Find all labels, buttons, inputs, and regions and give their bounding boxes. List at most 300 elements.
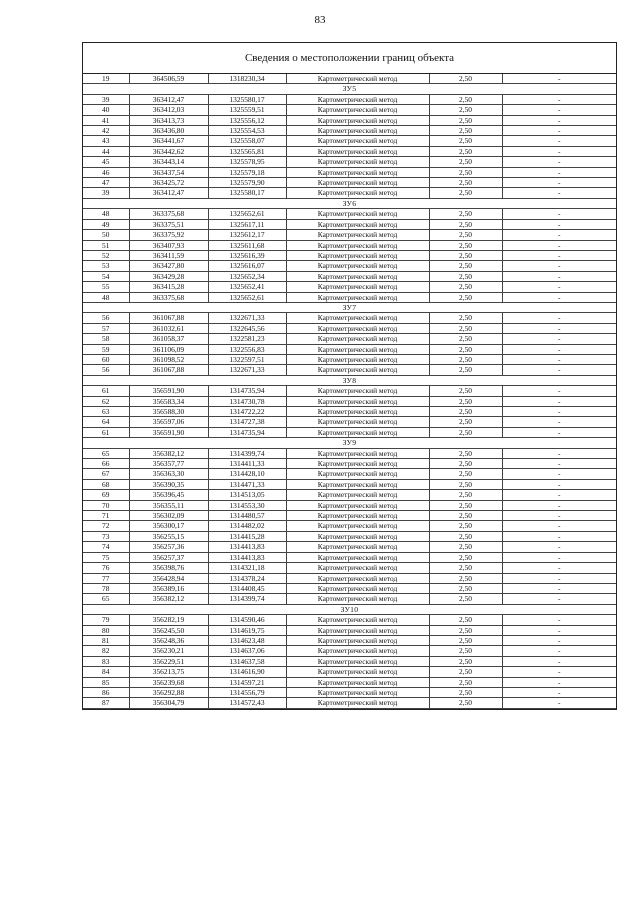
accuracy-cell: 2,50 — [429, 157, 502, 167]
method-cell: Картометрический метод — [286, 635, 429, 645]
method-cell: Картометрический метод — [286, 698, 429, 708]
point-number-cell: 56 — [83, 313, 129, 323]
method-cell: Картометрический метод — [286, 365, 429, 375]
x-coordinate-cell: 356302,09 — [129, 511, 208, 521]
table-row — [83, 396, 616, 406]
x-coordinate-cell: 363441,67 — [129, 136, 208, 146]
method-cell: Картометрический метод — [286, 230, 429, 240]
y-coordinate-cell: 1314722,22 — [208, 407, 286, 417]
accuracy-cell: 2,50 — [429, 656, 502, 666]
point-number-cell: 49 — [83, 219, 129, 229]
x-coordinate-cell: 356428,94 — [129, 573, 208, 583]
table-row — [83, 563, 616, 573]
method-cell: Картометрический метод — [286, 282, 429, 292]
method-cell: Картометрический метод — [286, 136, 429, 146]
accuracy-cell: 2,50 — [429, 646, 502, 656]
x-coordinate-cell: 356257,36 — [129, 542, 208, 552]
table-row — [83, 323, 616, 333]
accuracy-cell: 2,50 — [429, 521, 502, 531]
description-cell: - — [502, 573, 616, 583]
table-row — [83, 594, 616, 604]
accuracy-cell: 2,50 — [429, 573, 502, 583]
description-cell: - — [502, 126, 616, 136]
boundary-table — [82, 42, 617, 710]
point-number-cell: 50 — [83, 230, 129, 240]
x-coordinate-cell: 363427,80 — [129, 261, 208, 271]
method-cell: Картометрический метод — [286, 656, 429, 666]
point-number-cell: 65 — [83, 448, 129, 458]
method-cell: Картометрический метод — [286, 261, 429, 271]
point-number-cell: 40 — [83, 105, 129, 115]
accuracy-cell: 2,50 — [429, 282, 502, 292]
accuracy-cell: 2,50 — [429, 178, 502, 188]
x-coordinate-cell: 356255,15 — [129, 531, 208, 541]
description-cell: - — [502, 365, 616, 375]
description-cell: - — [502, 292, 616, 302]
table-row — [83, 115, 616, 125]
group-header-row — [83, 604, 616, 614]
method-cell: Картометрический метод — [286, 386, 429, 396]
table-row — [83, 625, 616, 635]
y-coordinate-cell: 1325652,34 — [208, 271, 286, 281]
description-cell: - — [502, 146, 616, 156]
table-row — [83, 417, 616, 427]
x-coordinate-cell: 356597,06 — [129, 417, 208, 427]
table-row — [83, 126, 616, 136]
accuracy-cell: 2,50 — [429, 407, 502, 417]
method-cell: Картометрический метод — [286, 344, 429, 354]
method-cell: Картометрический метод — [286, 459, 429, 469]
description-cell: - — [502, 500, 616, 510]
group-label: ЗУ8 — [83, 375, 616, 385]
table-row — [83, 167, 616, 177]
method-cell: Картометрический метод — [286, 157, 429, 167]
table-row — [83, 677, 616, 687]
x-coordinate-cell: 361058,37 — [129, 334, 208, 344]
table-row — [83, 188, 616, 198]
point-number-cell: 61 — [83, 427, 129, 437]
description-cell: - — [502, 656, 616, 666]
x-coordinate-cell: 363443,14 — [129, 157, 208, 167]
method-cell: Картометрический метод — [286, 407, 429, 417]
method-cell: Картометрический метод — [286, 615, 429, 625]
point-number-cell: 82 — [83, 646, 129, 656]
y-coordinate-cell: 1314735,94 — [208, 427, 286, 437]
table-row — [83, 573, 616, 583]
x-coordinate-cell: 361098,52 — [129, 354, 208, 364]
point-number-cell: 85 — [83, 677, 129, 687]
accuracy-cell: 2,50 — [429, 479, 502, 489]
x-coordinate-cell: 363375,51 — [129, 219, 208, 229]
description-cell: - — [502, 511, 616, 521]
method-cell: Картометрический метод — [286, 594, 429, 604]
accuracy-cell: 2,50 — [429, 583, 502, 593]
y-coordinate-cell: 1325652,61 — [208, 292, 286, 302]
accuracy-cell: 2,50 — [429, 552, 502, 562]
method-cell: Картометрический метод — [286, 511, 429, 521]
y-coordinate-cell: 1314413,83 — [208, 552, 286, 562]
table-row — [83, 479, 616, 489]
table-row — [83, 219, 616, 229]
x-coordinate-cell: 356355,11 — [129, 500, 208, 510]
method-cell: Картометрический метод — [286, 94, 429, 104]
point-number-cell: 59 — [83, 344, 129, 354]
method-cell: Картометрический метод — [286, 667, 429, 677]
table-row — [83, 271, 616, 281]
x-coordinate-cell: 363412,47 — [129, 94, 208, 104]
y-coordinate-cell: 1314556,79 — [208, 687, 286, 697]
description-cell: - — [502, 459, 616, 469]
y-coordinate-cell: 1325579,18 — [208, 167, 286, 177]
accuracy-cell: 2,50 — [429, 167, 502, 177]
point-number-cell: 57 — [83, 323, 129, 333]
description-cell: - — [502, 323, 616, 333]
description-cell: - — [502, 282, 616, 292]
description-cell: - — [502, 94, 616, 104]
table-row — [83, 500, 616, 510]
y-coordinate-cell: 1314597,21 — [208, 677, 286, 687]
description-cell: - — [502, 667, 616, 677]
point-number-cell: 80 — [83, 625, 129, 635]
accuracy-cell: 2,50 — [429, 427, 502, 437]
point-number-cell: 39 — [83, 94, 129, 104]
y-coordinate-cell: 1325652,41 — [208, 282, 286, 292]
method-cell: Картометрический метод — [286, 292, 429, 302]
point-number-cell: 60 — [83, 354, 129, 364]
table-row — [83, 542, 616, 552]
table-row — [83, 282, 616, 292]
point-number-cell: 56 — [83, 365, 129, 375]
x-coordinate-cell: 356229,51 — [129, 656, 208, 666]
accuracy-cell: 2,50 — [429, 261, 502, 271]
point-number-cell: 69 — [83, 490, 129, 500]
description-cell: - — [502, 521, 616, 531]
point-number-cell: 46 — [83, 167, 129, 177]
group-label: ЗУ9 — [83, 438, 616, 448]
table-row — [83, 240, 616, 250]
y-coordinate-cell: 1314480,57 — [208, 511, 286, 521]
y-coordinate-cell: 1322671,33 — [208, 365, 286, 375]
point-number-cell: 45 — [83, 157, 129, 167]
y-coordinate-cell: 1314637,06 — [208, 646, 286, 656]
description-cell: - — [502, 396, 616, 406]
y-coordinate-cell: 1314735,94 — [208, 386, 286, 396]
accuracy-cell: 2,50 — [429, 677, 502, 687]
point-number-cell: 68 — [83, 479, 129, 489]
point-number-cell: 19 — [83, 74, 129, 84]
point-number-cell: 74 — [83, 542, 129, 552]
y-coordinate-cell: 1325616,07 — [208, 261, 286, 271]
accuracy-cell: 2,50 — [429, 126, 502, 136]
accuracy-cell: 2,50 — [429, 698, 502, 708]
x-coordinate-cell: 363415,28 — [129, 282, 208, 292]
y-coordinate-cell: 1314378,24 — [208, 573, 286, 583]
table-row — [83, 261, 616, 271]
x-coordinate-cell: 363437,54 — [129, 167, 208, 177]
description-cell: - — [502, 687, 616, 697]
description-cell: - — [502, 105, 616, 115]
point-number-cell: 65 — [83, 594, 129, 604]
y-coordinate-cell: 1325611,68 — [208, 240, 286, 250]
description-cell: - — [502, 563, 616, 573]
coordinates-table — [83, 74, 616, 709]
accuracy-cell: 2,50 — [429, 563, 502, 573]
description-cell: - — [502, 594, 616, 604]
x-coordinate-cell: 363442,62 — [129, 146, 208, 156]
x-coordinate-cell: 363425,72 — [129, 178, 208, 188]
method-cell: Картометрический метод — [286, 542, 429, 552]
y-coordinate-cell: 1325565,81 — [208, 146, 286, 156]
description-cell: - — [502, 250, 616, 260]
x-coordinate-cell: 363412,03 — [129, 105, 208, 115]
x-coordinate-cell: 356248,36 — [129, 635, 208, 645]
y-coordinate-cell: 1325580,17 — [208, 188, 286, 198]
x-coordinate-cell: 361067,88 — [129, 365, 208, 375]
x-coordinate-cell: 356389,16 — [129, 583, 208, 593]
accuracy-cell: 2,50 — [429, 146, 502, 156]
point-number-cell: 86 — [83, 687, 129, 697]
accuracy-cell: 2,50 — [429, 105, 502, 115]
table-row — [83, 635, 616, 645]
y-coordinate-cell: 1314415,28 — [208, 531, 286, 541]
accuracy-cell: 2,50 — [429, 448, 502, 458]
point-number-cell: 54 — [83, 271, 129, 281]
method-cell: Картометрический метод — [286, 563, 429, 573]
method-cell: Картометрический метод — [286, 531, 429, 541]
x-coordinate-cell: 363411,59 — [129, 250, 208, 260]
method-cell: Картометрический метод — [286, 396, 429, 406]
description-cell: - — [502, 74, 616, 84]
table-row — [83, 687, 616, 697]
accuracy-cell: 2,50 — [429, 500, 502, 510]
method-cell: Картометрический метод — [286, 271, 429, 281]
accuracy-cell: 2,50 — [429, 511, 502, 521]
description-cell: - — [502, 219, 616, 229]
accuracy-cell: 2,50 — [429, 136, 502, 146]
accuracy-cell: 2,50 — [429, 230, 502, 240]
table-row — [83, 511, 616, 521]
x-coordinate-cell: 363407,93 — [129, 240, 208, 250]
method-cell: Картометрический метод — [286, 490, 429, 500]
accuracy-cell: 2,50 — [429, 490, 502, 500]
x-coordinate-cell: 356213,75 — [129, 667, 208, 677]
description-cell: - — [502, 188, 616, 198]
description-cell: - — [502, 479, 616, 489]
description-cell: - — [502, 354, 616, 364]
description-cell: - — [502, 230, 616, 240]
y-coordinate-cell: 1314513,05 — [208, 490, 286, 500]
description-cell: - — [502, 615, 616, 625]
accuracy-cell: 2,50 — [429, 594, 502, 604]
accuracy-cell: 2,50 — [429, 250, 502, 260]
accuracy-cell: 2,50 — [429, 209, 502, 219]
accuracy-cell: 2,50 — [429, 115, 502, 125]
point-number-cell: 77 — [83, 573, 129, 583]
accuracy-cell: 2,50 — [429, 344, 502, 354]
description-cell: - — [502, 334, 616, 344]
table-row — [83, 583, 616, 593]
method-cell: Картометрический метод — [286, 334, 429, 344]
description-cell: - — [502, 542, 616, 552]
table-row — [83, 146, 616, 156]
point-number-cell: 64 — [83, 417, 129, 427]
x-coordinate-cell: 356382,12 — [129, 448, 208, 458]
table-row — [83, 136, 616, 146]
point-number-cell: 39 — [83, 188, 129, 198]
point-number-cell: 75 — [83, 552, 129, 562]
x-coordinate-cell: 356363,30 — [129, 469, 208, 479]
x-coordinate-cell: 356583,34 — [129, 396, 208, 406]
method-cell: Картометрический метод — [286, 552, 429, 562]
x-coordinate-cell: 356300,17 — [129, 521, 208, 531]
accuracy-cell: 2,50 — [429, 459, 502, 469]
y-coordinate-cell: 1314321,18 — [208, 563, 286, 573]
accuracy-cell: 2,50 — [429, 334, 502, 344]
description-cell: - — [502, 635, 616, 645]
method-cell: Картометрический метод — [286, 126, 429, 136]
method-cell: Картометрический метод — [286, 167, 429, 177]
method-cell: Картометрический метод — [286, 209, 429, 219]
description-cell: - — [502, 583, 616, 593]
x-coordinate-cell: 356382,12 — [129, 594, 208, 604]
table-row — [83, 94, 616, 104]
y-coordinate-cell: 1314408,45 — [208, 583, 286, 593]
y-coordinate-cell: 1325559,51 — [208, 105, 286, 115]
table-row — [83, 615, 616, 625]
accuracy-cell: 2,50 — [429, 396, 502, 406]
method-cell: Картометрический метод — [286, 115, 429, 125]
y-coordinate-cell: 1325579,90 — [208, 178, 286, 188]
x-coordinate-cell: 356292,88 — [129, 687, 208, 697]
point-number-cell: 66 — [83, 459, 129, 469]
x-coordinate-cell: 356357,77 — [129, 459, 208, 469]
table-row — [83, 552, 616, 562]
point-number-cell: 67 — [83, 469, 129, 479]
y-coordinate-cell: 1314590,46 — [208, 615, 286, 625]
description-cell: - — [502, 136, 616, 146]
description-cell: - — [502, 407, 616, 417]
x-coordinate-cell: 356390,35 — [129, 479, 208, 489]
point-number-cell: 78 — [83, 583, 129, 593]
y-coordinate-cell: 1314399,74 — [208, 594, 286, 604]
description-cell: - — [502, 469, 616, 479]
description-cell: - — [502, 552, 616, 562]
table-row — [83, 209, 616, 219]
description-cell: - — [502, 157, 616, 167]
x-coordinate-cell: 356245,50 — [129, 625, 208, 635]
method-cell: Картометрический метод — [286, 521, 429, 531]
point-number-cell: 52 — [83, 250, 129, 260]
table-row — [83, 386, 616, 396]
x-coordinate-cell: 356304,79 — [129, 698, 208, 708]
x-coordinate-cell: 363375,92 — [129, 230, 208, 240]
method-cell: Картометрический метод — [286, 240, 429, 250]
accuracy-cell: 2,50 — [429, 615, 502, 625]
accuracy-cell: 2,50 — [429, 542, 502, 552]
y-coordinate-cell: 1325556,12 — [208, 115, 286, 125]
y-coordinate-cell: 1314572,43 — [208, 698, 286, 708]
table-row — [83, 521, 616, 531]
description-cell: - — [502, 677, 616, 687]
accuracy-cell: 2,50 — [429, 625, 502, 635]
y-coordinate-cell: 1325612,17 — [208, 230, 286, 240]
point-number-cell: 73 — [83, 531, 129, 541]
point-number-cell: 51 — [83, 240, 129, 250]
accuracy-cell: 2,50 — [429, 417, 502, 427]
accuracy-cell: 2,50 — [429, 74, 502, 84]
accuracy-cell: 2,50 — [429, 94, 502, 104]
description-cell: - — [502, 271, 616, 281]
description-cell: - — [502, 417, 616, 427]
description-cell: - — [502, 386, 616, 396]
description-cell: - — [502, 167, 616, 177]
accuracy-cell: 2,50 — [429, 313, 502, 323]
x-coordinate-cell: 363413,73 — [129, 115, 208, 125]
accuracy-cell: 2,50 — [429, 354, 502, 364]
point-number-cell: 48 — [83, 209, 129, 219]
table-row — [83, 230, 616, 240]
accuracy-cell: 2,50 — [429, 292, 502, 302]
group-header-row — [83, 438, 616, 448]
y-coordinate-cell: 1318230,34 — [208, 74, 286, 84]
method-cell: Картометрический метод — [286, 469, 429, 479]
point-number-cell: 81 — [83, 635, 129, 645]
y-coordinate-cell: 1325616,39 — [208, 250, 286, 260]
y-coordinate-cell: 1314411,33 — [208, 459, 286, 469]
method-cell: Картометрический метод — [286, 646, 429, 656]
table-row — [83, 178, 616, 188]
x-coordinate-cell: 364506,59 — [129, 74, 208, 84]
point-number-cell: 61 — [83, 386, 129, 396]
description-cell: - — [502, 448, 616, 458]
table-row — [83, 354, 616, 364]
group-header-row — [83, 84, 616, 94]
point-number-cell: 72 — [83, 521, 129, 531]
method-cell: Картометрический метод — [286, 500, 429, 510]
point-number-cell: 62 — [83, 396, 129, 406]
accuracy-cell: 2,50 — [429, 635, 502, 645]
point-number-cell: 76 — [83, 563, 129, 573]
method-cell: Картометрический метод — [286, 583, 429, 593]
x-coordinate-cell: 361067,88 — [129, 313, 208, 323]
x-coordinate-cell: 361032,61 — [129, 323, 208, 333]
point-number-cell: 55 — [83, 282, 129, 292]
x-coordinate-cell: 361106,09 — [129, 344, 208, 354]
x-coordinate-cell: 356591,90 — [129, 386, 208, 396]
point-number-cell: 84 — [83, 667, 129, 677]
point-number-cell: 71 — [83, 511, 129, 521]
x-coordinate-cell: 356282,19 — [129, 615, 208, 625]
table-row — [83, 407, 616, 417]
method-cell: Картометрический метод — [286, 677, 429, 687]
method-cell: Картометрический метод — [286, 427, 429, 437]
x-coordinate-cell: 363375,68 — [129, 292, 208, 302]
table-row — [83, 656, 616, 666]
description-cell: - — [502, 646, 616, 656]
group-header-row — [83, 302, 616, 312]
table-row — [83, 448, 616, 458]
x-coordinate-cell: 356588,30 — [129, 407, 208, 417]
point-number-cell: 58 — [83, 334, 129, 344]
method-cell: Картометрический метод — [286, 573, 429, 583]
y-coordinate-cell: 1314553,30 — [208, 500, 286, 510]
description-cell: - — [502, 427, 616, 437]
accuracy-cell: 2,50 — [429, 323, 502, 333]
method-cell: Картометрический метод — [286, 323, 429, 333]
accuracy-cell: 2,50 — [429, 365, 502, 375]
table-row — [83, 292, 616, 302]
y-coordinate-cell: 1325580,17 — [208, 94, 286, 104]
